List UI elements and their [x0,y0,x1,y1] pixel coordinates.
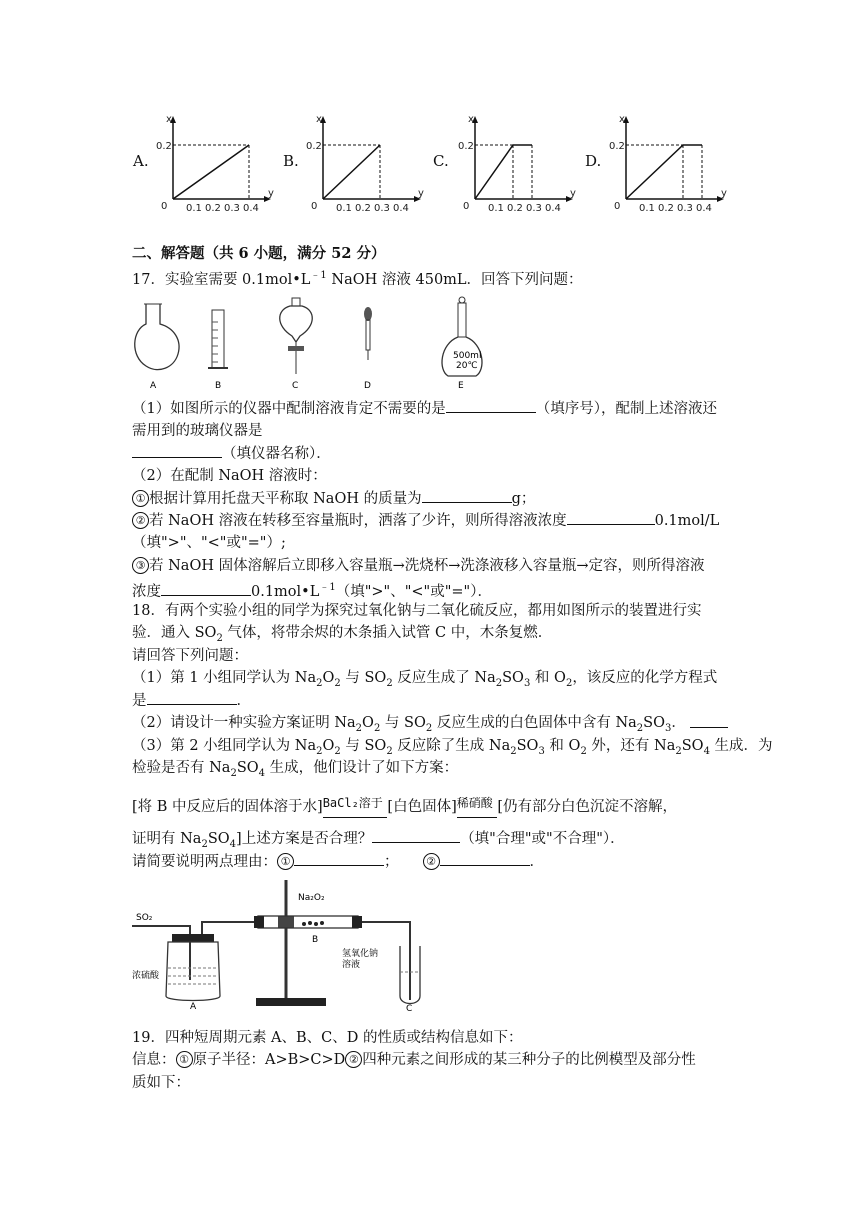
q18-line-9: [将 B 中反应后的固体溶于水]BaCl₂溶于 [白色固体]稀硝酸 [仍有部分白色沉淀不溶解， [132,792,677,818]
svg-text:0.1: 0.1 [488,203,504,214]
q18-line-2: 验．通入 $SO_2$ 气体，将带余烬的木条插入试管 C 中，木条复燃． [132,625,553,644]
svg-text:0.3: 0.3 [677,203,693,214]
q18-line-3: 请回答下列问题： [132,648,248,664]
svg-text:y: y [570,188,576,199]
svg-text:0.2: 0.2 [609,141,625,152]
svg-text:x: x [468,114,474,125]
svg-text:B: B [215,381,222,391]
q19-line-2: 信息： ① 原子半径：A>B>C>D ② 四种元素之间形成的某三种分子的比例模型及部分性 [132,1052,696,1068]
answer-blank[interactable] [446,398,536,413]
svg-text:x: x [316,114,322,125]
svg-text:A: A [150,381,157,391]
q18-line-10: 证明有 $Na_2SO_4$]上述方案是否合理？ （填"合理"或"不合理"）． [132,828,625,856]
svg-text:0.3: 0.3 [526,203,542,214]
svg-text:y: y [418,188,424,199]
answer-blank[interactable] [422,488,512,503]
svg-text:0.2: 0.2 [507,203,523,214]
reaction-arrow: BaCl₂溶于 [323,792,383,814]
svg-text:0: 0 [161,201,168,212]
section-heading: 二、解答题（共 6 小题，满分 52 分） [132,245,386,262]
option-a-graph [155,112,275,221]
separatory-funnel-icon [280,298,313,374]
svg-text:B: B [312,935,319,945]
answer-blank[interactable] [132,443,222,458]
answer-blank[interactable] [690,727,728,728]
svg-text:0.2: 0.2 [156,141,172,152]
svg-text:0.4: 0.4 [696,203,712,214]
option-c-graph [457,112,577,221]
svg-text:浓硫酸: 浓硫酸 [132,971,160,981]
q18-line-4: （1）第 1 小组同学认为 $Na_2O_2$ 与 $SO_2$ 反应生成了 $Na_2SO_3$ 和 $O_2$，该反应的化学方程式 [132,670,718,689]
q18-line-6: （2）请设计一种实验方案证明 $Na_2O_2$ 与 $SO_2$ 反应生成的白色固体中含有 $Na_2SO_3$． [132,715,686,734]
svg-text:0.4: 0.4 [243,203,259,214]
svg-text:C: C [406,1004,413,1011]
q17-item-3: ③ 若 NaOH 固体溶解后立即移入容量瓶→洗烧杯→洗涤液移入容量瓶→定容，则所得溶液 [132,555,705,577]
q18-line-1: 18．有两个实验小组的同学为探究过氧化钠与二氧化硫反应，都用如图所示的装置进行实 [132,603,702,619]
q19-line-3: 质如下： [132,1075,190,1091]
svg-text:SO₂: SO₂ [136,913,153,923]
svg-text:0: 0 [463,201,470,212]
svg-text:0.2: 0.2 [658,203,674,214]
q18-line-8: 检验是否有 $Na_2SO_4$ 生成，他们设计了如下方案： [132,760,459,779]
svg-text:E: E [458,381,464,391]
q17-p1-line1: （1）如图所示的仪器中配制溶液肯定不需要的是 （填序号），配制上述溶液还 [132,398,717,420]
q17-item-3-cont: 浓度 $0.1mol•L^{﹣1}$（填">"、"<"或"="）． [132,582,492,600]
svg-text:溶液: 溶液 [342,960,361,970]
svg-text:0.2: 0.2 [355,203,371,214]
svg-text:A: A [190,1002,197,1011]
q18-line-11: 请简要说明两点理由： ① ； ② ． [132,851,544,873]
answer-blank[interactable] [161,581,251,596]
answer-blank[interactable] [440,851,530,866]
svg-text:氢氧化钠: 氢氧化钠 [342,949,379,959]
q19-line-1: 19．四种短周期元素 A、B、C、D 的性质或结构信息如下： [132,1030,523,1046]
option-d-graph [608,112,728,221]
round-flask-icon [135,304,179,370]
q18-line-5: 是 ． [132,690,251,712]
option-c-letter: C. [433,152,449,170]
option-d-letter: D. [585,152,602,170]
q17-p1-line2: 需用到的玻璃仪器是 [132,423,263,439]
svg-text:x: x [619,114,625,125]
q17-apparatus [128,296,488,400]
q17-item-2: ② 若 NaOH 溶液在转移至容量瓶时，洒落了少许，则所得溶液浓度 0.1mol/L [132,510,719,532]
option-a-letter: A. [133,152,149,170]
q17-p1-line3: （填仪器名称）． [132,443,331,465]
graduated-cylinder-icon [208,310,228,368]
reaction-tube-icon [254,916,362,928]
svg-text:0.3: 0.3 [224,203,240,214]
svg-text:Na₂O₂: Na₂O₂ [298,893,325,903]
svg-text:20℃: 20℃ [456,361,478,371]
q18-apparatus-diagram [128,876,438,1015]
q17-p2-head: （2）在配制 NaOH 溶液时： [132,468,327,484]
q17-stem: 17．实验室需要 $0.1mol•L^{﹣1}$ NaOH 溶液 450mL．回答下列问题： [132,270,583,288]
svg-text:0.2: 0.2 [306,141,322,152]
svg-text:y: y [721,188,727,199]
dropper-icon [364,307,372,360]
svg-text:0.2: 0.2 [458,141,474,152]
svg-text:y: y [268,188,274,199]
svg-text:0.3: 0.3 [374,203,390,214]
option-b-graph [305,112,425,221]
svg-text:x: x [166,114,172,125]
volumetric-flask-icon [442,297,482,376]
answer-blank[interactable] [567,510,655,525]
svg-text:0.1: 0.1 [186,203,202,214]
wash-bottle-icon [166,934,220,1001]
svg-text:0.2: 0.2 [205,203,221,214]
answer-blank[interactable] [294,851,384,866]
reaction-arrow: 稀硝酸 [457,792,493,814]
svg-text:C: C [292,381,299,391]
svg-text:0.1: 0.1 [639,203,655,214]
option-b-letter: B. [283,152,299,170]
svg-text:0: 0 [614,201,621,212]
q17-item-1: ① 根据计算用托盘天平称取 NaOH 的质量为 g； [132,488,535,510]
svg-text:0: 0 [311,201,318,212]
q18-line-7: （3）第 2 小组同学认为 $Na_2O_2$ 与 $SO_2$ 反应除了生成 $Na_2SO_3$ 和 $O_2$ 外，还有 $Na_2SO_4$ 生成．为 [132,738,773,757]
svg-text:D: D [364,381,371,391]
answer-blank[interactable] [147,690,237,705]
answer-blank[interactable] [372,828,460,843]
svg-text:500ml: 500ml [453,351,482,361]
svg-text:0.4: 0.4 [393,203,409,214]
svg-text:0.1: 0.1 [336,203,352,214]
svg-text:0.4: 0.4 [545,203,561,214]
q17-item-2-fill: （填">"、"<"或"="）; [132,535,286,551]
